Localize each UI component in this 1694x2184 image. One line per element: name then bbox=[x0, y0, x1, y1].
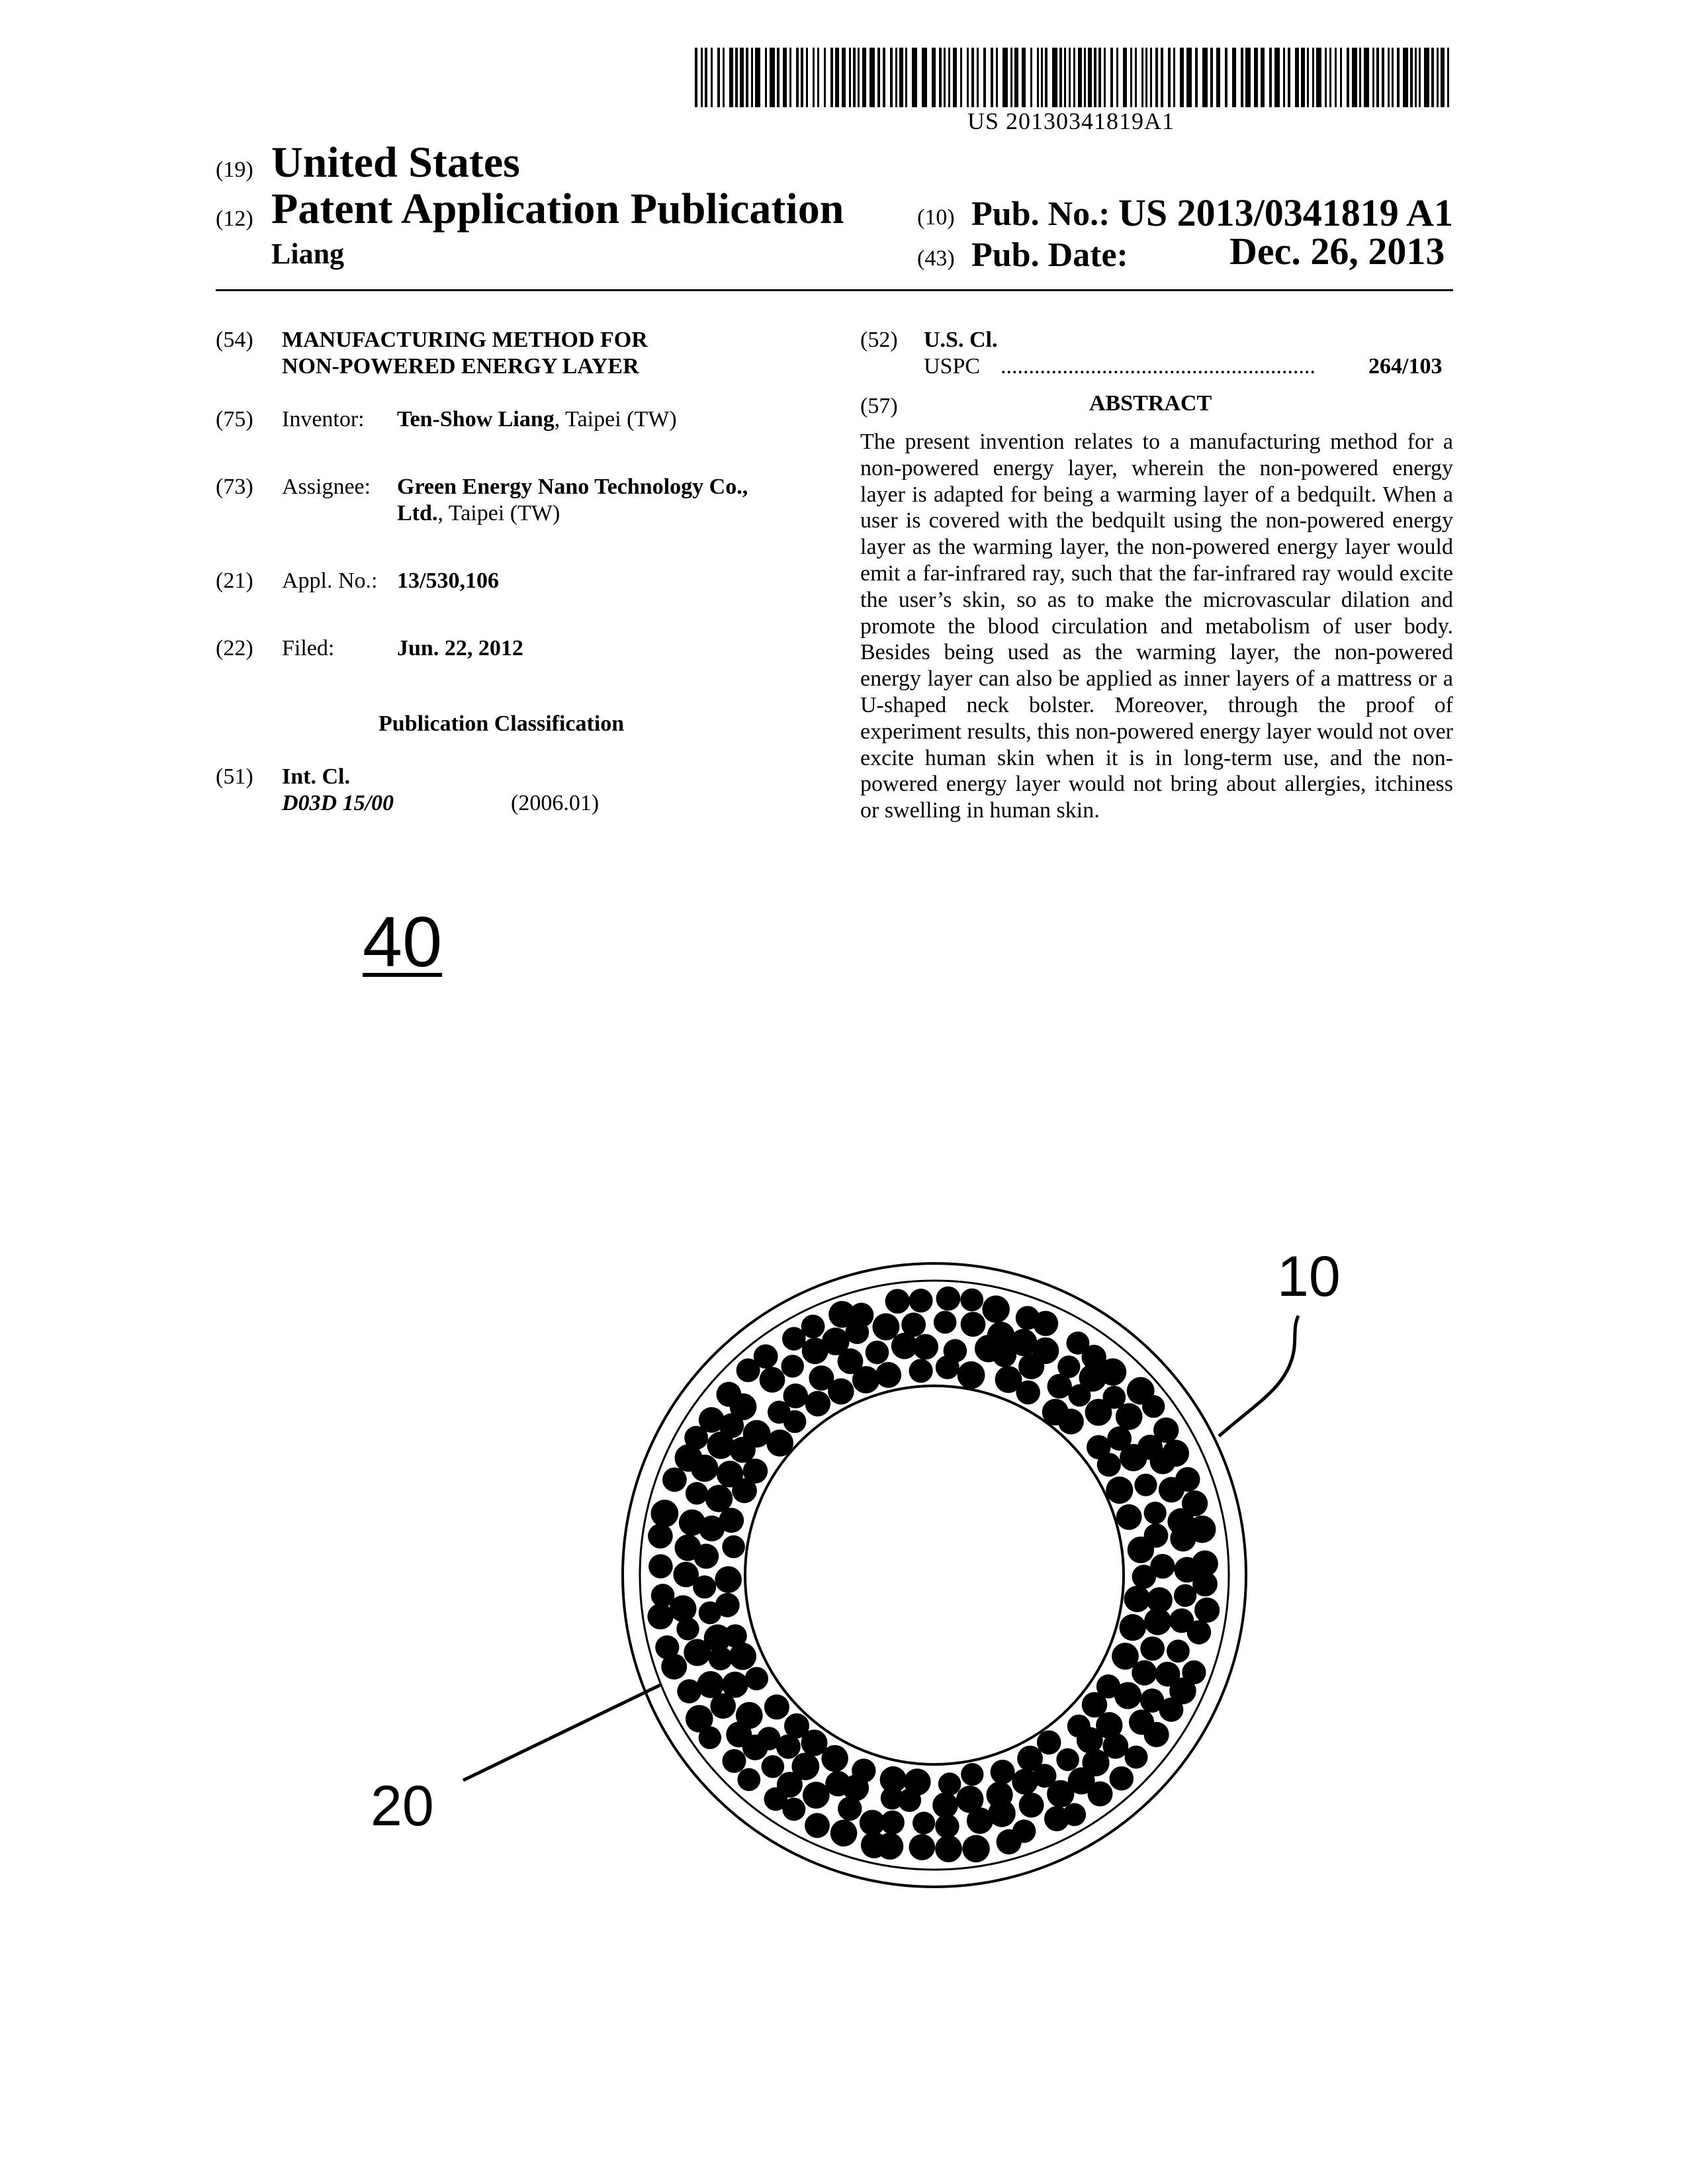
inid-code-54: (54) bbox=[216, 328, 253, 352]
abstract-text: The present invention relates to a manufacturing method for a non-powered energy layer, wherein the non-powered energy layer is adapted for being a warming layer of a bedquilt. When a user is covered with the bedquilt using the non-powered energy layer as the warming layer, the non-powered energy layer would emit a far-infrared ray, such that the far-infrared ray would excite the user’s skin, so as to make the microvascular dilation and promote the blood circulation and metabolism of user body. Besides being used as the warming layer, the non-powered energy layer can also be applied as inner layers of a mattress or a U-shaped neck bolster. Moreover, through the proof of experiment results, this non-powered energy layer would not over excite human skin when it is in long-term use, and the non-powered energy layer would not bring about allergies, itchiness or swelling in human skin. bbox=[860, 430, 1453, 823]
filler-particle bbox=[651, 1500, 679, 1527]
filler-particle bbox=[1019, 1793, 1044, 1818]
uspc-leader-dots: ........................................................ bbox=[1001, 354, 1315, 379]
filler-particle bbox=[1110, 1766, 1134, 1791]
filler-particle bbox=[1167, 1639, 1190, 1662]
int-cl-label: Int. Cl. bbox=[282, 764, 350, 789]
filler-particle bbox=[1116, 1504, 1142, 1530]
filler-particle bbox=[648, 1524, 673, 1549]
filler-particle bbox=[1144, 1524, 1169, 1548]
filler-particle bbox=[737, 1768, 760, 1792]
filler-particle bbox=[913, 1811, 935, 1834]
inid-code-19: (19) bbox=[216, 158, 253, 182]
filler-particle bbox=[1132, 1661, 1157, 1686]
filler-particle bbox=[662, 1467, 687, 1492]
inid-code-10: (10) bbox=[917, 205, 955, 230]
assignee-label: Assignee: bbox=[282, 475, 371, 499]
publication-type: Patent Application Publication bbox=[271, 185, 844, 233]
filler-particle bbox=[938, 1772, 961, 1796]
figure-number: 40 bbox=[363, 901, 443, 981]
leader-line-10 bbox=[1219, 1316, 1298, 1436]
label-filler-layer: 20 bbox=[371, 1774, 434, 1838]
filler-particle bbox=[866, 1341, 889, 1365]
filler-particle bbox=[1194, 1598, 1220, 1623]
filler-particle bbox=[1153, 1418, 1179, 1443]
filler-particle bbox=[745, 1667, 768, 1690]
filler-particle bbox=[909, 1834, 936, 1860]
filler-particle bbox=[809, 1365, 834, 1390]
filler-particle bbox=[686, 1705, 713, 1733]
filler-particle bbox=[764, 1694, 789, 1719]
filler-particle bbox=[1175, 1467, 1200, 1492]
filler-particle bbox=[1016, 1381, 1040, 1404]
abstract-heading: ABSTRACT bbox=[1089, 391, 1212, 416]
filler-particle bbox=[913, 1334, 938, 1360]
filler-particle bbox=[960, 1289, 983, 1312]
filler-particle bbox=[944, 1339, 967, 1363]
filler-particle bbox=[1032, 1338, 1059, 1364]
inid-code-21: (21) bbox=[216, 569, 253, 593]
filler-particle bbox=[1187, 1620, 1212, 1645]
uspc-label: USPC bbox=[924, 354, 981, 379]
filler-particle bbox=[717, 1382, 742, 1407]
filler-particle bbox=[936, 1287, 961, 1311]
filler-particle bbox=[1150, 1554, 1175, 1578]
filler-particle bbox=[1192, 1572, 1218, 1597]
filler-particle bbox=[1182, 1490, 1208, 1516]
filler-particle bbox=[1077, 1727, 1103, 1754]
inventor-label: Inventor: bbox=[282, 407, 365, 432]
filler-particle bbox=[1114, 1682, 1141, 1709]
filler-particle bbox=[849, 1302, 873, 1327]
filler-particle bbox=[684, 1639, 711, 1666]
filler-particle bbox=[901, 1312, 926, 1337]
filler-particle bbox=[1088, 1782, 1113, 1807]
filler-particle bbox=[783, 1383, 809, 1408]
filler-particle bbox=[1124, 1586, 1151, 1612]
filler-particle bbox=[962, 1835, 990, 1863]
filler-particle bbox=[982, 1295, 1010, 1323]
pub-no-value: US 2013/0341819 A1 bbox=[1118, 191, 1453, 234]
filler-particle bbox=[830, 1820, 858, 1847]
filler-particle bbox=[673, 1562, 699, 1588]
int-cl-year: (2006.01) bbox=[511, 791, 600, 815]
filler-particle bbox=[838, 1797, 862, 1821]
filler-particle bbox=[805, 1391, 831, 1417]
filler-particle bbox=[1044, 1806, 1069, 1831]
filler-particle bbox=[743, 1459, 768, 1484]
filler-particle bbox=[1033, 1311, 1058, 1336]
filler-particle bbox=[885, 1289, 910, 1314]
filed-value: Jun. 22, 2012 bbox=[397, 636, 523, 660]
filler-particle bbox=[1159, 1698, 1184, 1722]
filler-particle bbox=[764, 1788, 788, 1811]
label-outer-layer: 10 bbox=[1277, 1245, 1341, 1308]
filler-particle bbox=[805, 1813, 830, 1838]
inventor-surname: Liang bbox=[271, 238, 345, 270]
filler-particle bbox=[801, 1314, 825, 1338]
filler-particle bbox=[909, 1289, 932, 1312]
filler-particle bbox=[1147, 1587, 1173, 1613]
filler-particle bbox=[705, 1485, 733, 1512]
filler-particle bbox=[1097, 1453, 1121, 1477]
filler-particle bbox=[932, 1792, 958, 1818]
filler-particle bbox=[961, 1312, 986, 1337]
filler-particle bbox=[1140, 1637, 1165, 1661]
filler-particle bbox=[717, 1461, 743, 1487]
filler-particle bbox=[875, 1362, 901, 1388]
filler-particle bbox=[967, 1807, 993, 1834]
filler-particle bbox=[726, 1721, 752, 1747]
inner-core-boundary bbox=[745, 1386, 1124, 1764]
appl-no-label: Appl. No.: bbox=[282, 569, 378, 593]
filler-particle bbox=[1056, 1749, 1079, 1772]
filler-particle bbox=[715, 1567, 742, 1594]
filler-particle bbox=[762, 1755, 785, 1778]
int-cl-class: D03D 15/00 bbox=[282, 791, 394, 815]
assignee-location: , Taipei (TW) bbox=[437, 501, 560, 525]
pub-date-label: Pub. Date: bbox=[971, 236, 1128, 274]
us-cl-label: U.S. Cl. bbox=[924, 328, 998, 352]
filler-particle bbox=[675, 1535, 701, 1561]
filler-particle bbox=[686, 1482, 708, 1504]
inid-code-57: (57) bbox=[860, 394, 898, 418]
filler-particle bbox=[1012, 1769, 1038, 1795]
pub-date-value: Dec. 26, 2013 bbox=[1229, 230, 1445, 273]
filed-label: Filed: bbox=[282, 636, 335, 660]
filler-particle bbox=[1047, 1780, 1074, 1807]
inventor-location: , Taipei (TW) bbox=[554, 407, 677, 432]
filler-particle bbox=[860, 1810, 885, 1836]
filler-particle bbox=[1099, 1358, 1126, 1385]
filler-particle bbox=[1134, 1474, 1157, 1496]
inid-code-73: (73) bbox=[216, 475, 253, 499]
filler-particle bbox=[679, 1510, 705, 1536]
filler-particle bbox=[1144, 1722, 1169, 1747]
filler-particle bbox=[861, 1832, 887, 1858]
filler-particle bbox=[1058, 1408, 1084, 1434]
inid-code-75: (75) bbox=[216, 407, 253, 432]
filler-particle bbox=[1142, 1395, 1165, 1418]
filler-particle bbox=[677, 1679, 701, 1704]
filler-particle bbox=[991, 1760, 1015, 1784]
filler-particle bbox=[934, 1311, 957, 1334]
filler-particle bbox=[722, 1535, 745, 1559]
filler-particle bbox=[803, 1782, 830, 1809]
appl-no-value: 13/530,106 bbox=[397, 569, 499, 593]
title-line-2: NON-POWERED ENERGY LAYER bbox=[282, 354, 639, 379]
filler-particle bbox=[872, 1313, 899, 1340]
inid-code-22: (22) bbox=[216, 636, 253, 660]
filler-particle bbox=[1188, 1516, 1216, 1543]
inventor-name: Ten-Show Liang bbox=[397, 407, 555, 432]
filler-particle bbox=[1057, 1355, 1080, 1378]
filler-particle bbox=[909, 1359, 933, 1383]
filler-particle bbox=[699, 1407, 725, 1433]
filler-particle bbox=[647, 1604, 673, 1629]
inid-code-52: (52) bbox=[860, 328, 898, 352]
filler-particle bbox=[655, 1635, 679, 1659]
filler-particle bbox=[723, 1749, 746, 1773]
filler-particle bbox=[1120, 1614, 1146, 1641]
barcode-number: US 20130341819A1 bbox=[967, 108, 1175, 134]
filler-particle bbox=[881, 1787, 904, 1810]
filler-particle bbox=[760, 1367, 785, 1392]
filler-particle bbox=[958, 1361, 985, 1389]
filler-particle bbox=[699, 1602, 722, 1625]
filler-particle bbox=[648, 1554, 673, 1578]
filler-particle bbox=[997, 1829, 1022, 1854]
filler-particle bbox=[743, 1420, 771, 1448]
leader-line-20 bbox=[463, 1684, 662, 1780]
inid-code-51: (51) bbox=[216, 764, 253, 789]
assignee-line-1: Green Energy Nano Technology Co., bbox=[397, 475, 748, 499]
assignee-ltd: Ltd. bbox=[397, 501, 438, 525]
uspc-value: 264/103 bbox=[1368, 354, 1443, 379]
filler-particle bbox=[935, 1835, 962, 1862]
filler-particle bbox=[754, 1344, 778, 1369]
filler-particle bbox=[1144, 1502, 1167, 1524]
filler-particle bbox=[697, 1671, 724, 1698]
filler-particle bbox=[961, 1763, 983, 1786]
inid-code-43: (43) bbox=[917, 246, 955, 271]
pub-class-heading: Publication Classification bbox=[379, 711, 625, 736]
country-name: United States bbox=[271, 138, 520, 187]
filler-particle bbox=[1125, 1746, 1148, 1769]
filler-particle bbox=[1106, 1477, 1133, 1504]
filler-particle bbox=[1037, 1731, 1061, 1755]
pub-no-label: Pub. No.: bbox=[971, 195, 1110, 233]
filler-particle bbox=[781, 1355, 804, 1378]
filler-particle bbox=[1162, 1440, 1189, 1467]
filler-particle bbox=[1116, 1403, 1143, 1430]
filler-particle bbox=[651, 1584, 675, 1608]
inid-code-12: (12) bbox=[216, 206, 253, 231]
filler-particle bbox=[935, 1814, 959, 1838]
title-line-1: MANUFACTURING METHOD FOR bbox=[282, 328, 648, 352]
